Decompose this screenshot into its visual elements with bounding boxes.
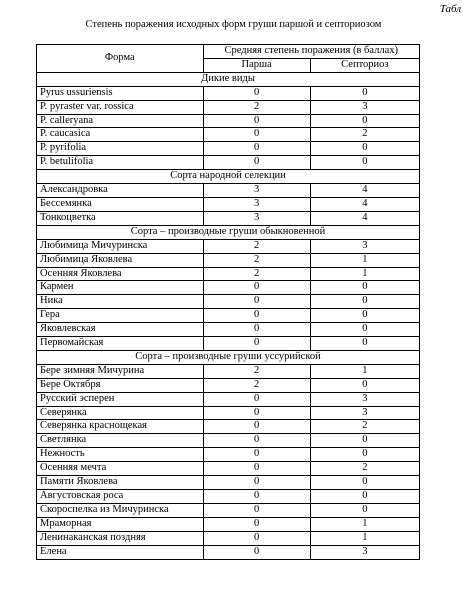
table-number-label: Табл [439,3,461,15]
section-row [37,350,420,364]
septoria-cell: 0 [310,337,419,351]
section-row [37,225,420,239]
form-cell: Северянка [37,406,204,420]
septoria-cell: 0 [310,448,419,462]
section-title: Сорта – производные груши обыкновенной [37,225,420,239]
form-cell: Первомайская [37,337,204,351]
septoria-cell: 0 [310,476,419,490]
septoria-cell: 0 [310,86,419,100]
section-title: Сорта народной селекции [37,170,420,184]
scab-cell: 3 [203,184,310,198]
section-row [37,72,420,86]
septoria-cell: 2 [310,420,419,434]
form-cell: Скороспелка из Мичуринска [37,503,204,517]
scab-cell: 0 [203,448,310,462]
table-row [37,100,420,114]
table-row [37,211,420,225]
scab-cell: 0 [203,434,310,448]
table-caption: Степень поражения исходных форм груши паршой и септориозом [85,19,382,30]
scab-cell: 0 [203,490,310,504]
form-cell: Александровка [37,184,204,198]
septoria-cell: 1 [310,517,419,531]
septoria-cell: 0 [310,281,419,295]
table-row [37,239,420,253]
form-cell: Бере зимняя Мичурина [37,364,204,378]
form-cell: Мраморная [37,517,204,531]
table-row [37,448,420,462]
septoria-cell: 1 [310,267,419,281]
scab-cell: 0 [203,337,310,351]
header-septoria: Септориоз [310,58,419,72]
table-row [37,197,420,211]
septoria-cell: 3 [310,239,419,253]
scab-cell: 2 [203,364,310,378]
form-cell: Осенняя Яковлева [37,267,204,281]
table-row [37,267,420,281]
form-cell: Августовская роса [37,490,204,504]
table-row [37,309,420,323]
scab-cell: 0 [203,462,310,476]
table-row [37,364,420,378]
septoria-cell: 0 [310,503,419,517]
section-row [37,170,420,184]
table-row [37,142,420,156]
septoria-cell: 0 [310,323,419,337]
table-row [37,392,420,406]
form-cell: P. pyraster var. rossica [37,100,204,114]
septoria-cell: 4 [310,197,419,211]
table-row [37,490,420,504]
scab-cell: 0 [203,86,310,100]
table-row [37,281,420,295]
table-row [37,337,420,351]
table-row [37,295,420,309]
scab-cell: 0 [203,281,310,295]
scab-cell: 0 [203,156,310,170]
table-row [37,545,420,559]
scab-cell: 0 [203,392,310,406]
septoria-cell: 0 [310,295,419,309]
scab-cell: 2 [203,100,310,114]
scab-cell: 0 [203,503,310,517]
septoria-cell: 1 [310,531,419,545]
header-scab: Парша [203,58,310,72]
table-row [37,503,420,517]
septoria-cell: 3 [310,545,419,559]
septoria-cell: 2 [310,128,419,142]
septoria-cell: 4 [310,211,419,225]
form-cell: P. betulifolia [37,156,204,170]
table-row [37,253,420,267]
form-cell: Русский эсперен [37,392,204,406]
table-row [37,128,420,142]
form-cell: Нежность [37,448,204,462]
table-row [37,462,420,476]
septoria-cell: 0 [310,309,419,323]
septoria-cell: 3 [310,100,419,114]
septoria-cell: 3 [310,392,419,406]
septoria-cell: 2 [310,462,419,476]
scab-cell: 0 [203,531,310,545]
header-form: Форма [37,45,204,73]
table-row [37,323,420,337]
form-cell: Памяти Яковлева [37,476,204,490]
form-cell: Pyrus ussuriensis [37,86,204,100]
scab-cell: 0 [203,309,310,323]
form-cell: Любимица Яковлева [37,253,204,267]
form-cell: Осенняя мечта [37,462,204,476]
scab-cell: 2 [203,267,310,281]
septoria-cell: 3 [310,406,419,420]
form-cell: Бессемянка [37,197,204,211]
form-cell: Бере Октября [37,378,204,392]
septoria-cell: 0 [310,490,419,504]
septoria-cell: 0 [310,378,419,392]
septoria-cell: 1 [310,364,419,378]
scab-cell: 0 [203,476,310,490]
form-cell: Тонкоцветка [37,211,204,225]
table-row [37,420,420,434]
septoria-cell: 0 [310,142,419,156]
scab-cell: 0 [203,323,310,337]
scab-cell: 0 [203,406,310,420]
form-cell: Любимица Мичуринска [37,239,204,253]
septoria-cell: 0 [310,156,419,170]
scab-cell: 0 [203,517,310,531]
scab-cell: 0 [203,545,310,559]
form-cell: Кармен [37,281,204,295]
table-row [37,517,420,531]
header-group: Средняя степень поражения (в баллах) [203,45,419,59]
table-row [37,476,420,490]
table-row [37,434,420,448]
septoria-cell: 4 [310,184,419,198]
form-cell: P. caucasica [37,128,204,142]
form-cell: Северянка краснощекая [37,420,204,434]
scab-cell: 0 [203,142,310,156]
scab-cell: 2 [203,253,310,267]
scab-cell: 3 [203,197,310,211]
table-row [37,114,420,128]
scab-cell: 2 [203,378,310,392]
table-row [37,378,420,392]
septoria-cell: 0 [310,114,419,128]
table-row [37,156,420,170]
scab-cell: 3 [203,211,310,225]
disease-table [36,44,420,560]
table-body [37,72,420,559]
scab-cell: 0 [203,295,310,309]
scab-cell: 0 [203,114,310,128]
table-row [37,406,420,420]
form-cell: Ленинаканская поздняя [37,531,204,545]
section-title: Сорта – производные груши уссурийской [37,350,420,364]
form-cell: P. calleryana [37,114,204,128]
table-row [37,531,420,545]
form-cell: Ника [37,295,204,309]
form-cell: Светлянка [37,434,204,448]
section-title: Дикие виды [37,72,420,86]
scab-cell: 2 [203,239,310,253]
form-cell: P. pyrifolia [37,142,204,156]
septoria-cell: 0 [310,434,419,448]
scab-cell: 0 [203,128,310,142]
septoria-cell: 1 [310,253,419,267]
form-cell: Елена [37,545,204,559]
form-cell: Гера [37,309,204,323]
form-cell: Яковлевская [37,323,204,337]
scab-cell: 0 [203,420,310,434]
table-row [37,184,420,198]
table-row [37,86,420,100]
